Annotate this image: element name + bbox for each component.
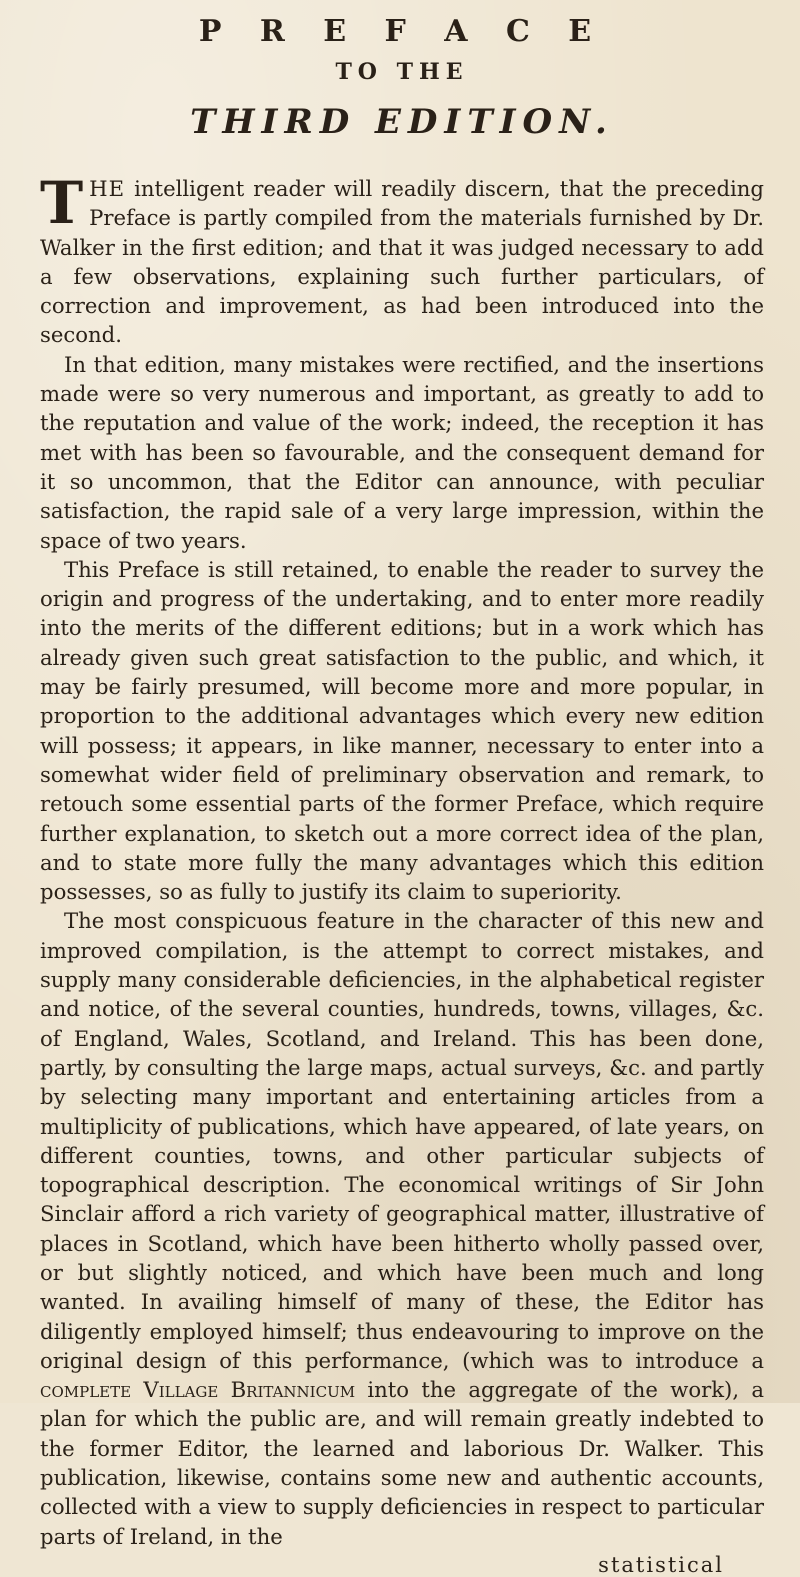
drop-cap: T: [40, 169, 84, 237]
britannicum-word: Britannicum: [230, 1377, 356, 1403]
paragraph-1-text: intelligent reader will readily discern, that the preceding Preface is partly compiled from the materials furnished by Dr. Walker in the first edition; and that it was judged necessary to add a few observations, explaining such further particulars, of correction and improvement, as had been introduced into the second.: [40, 176, 764, 348]
complete-word: complete: [40, 1377, 132, 1403]
preface-body: [40, 169, 764, 1551]
paragraph-1: [40, 169, 764, 350]
paragraph-4-text-after: into the aggregate of the work), a plan for which the public are, and will remain greatly indebted to the former Editor, the learned and laborious Dr. Walker. This publication, likewise, contains some new and authentic accounts, collected with a view to supply deficiencies in respect to particular parts of Ireland, in the: [40, 1377, 764, 1549]
paragraph-4: [40, 906, 764, 1551]
catchword: statistical: [598, 1552, 724, 1577]
paragraph-4-text-before: The most conspicuous feature in the character of this new and improved compilation, is the attempt to correct mistakes, and supply many considerable deficiencies, in the alphabetical register and notice, of the several counties, hundreds, towns, villages, &c. of England, Wales, Scotland, and Ireland. This has been done, partly, by consulting the large maps, actual surveys, &c. and partly by selecting many important and entertaining articles from a multiplicity of publications, which have appeared, of late years, on different counties, towns, and other particular subjects of topographical description. The economical writings of Sir John Sinclair afford a rich variety of geographical matter, illustrative of places in Scotland, which have been hitherto wholly passed over, or but slightly noticed, and which have been much and long wanted. In availing himself of many of these, the Editor has diligently employed himself; thus endeavouring to improve on the original design of this performance, (which was to introduce a: [40, 908, 764, 1373]
paragraph-2-text: In that edition, many mistakes were rectified, and the insertions made were so very numerous and important, as greatly to add to the reputation and value of the work; indeed, the reception it has met with has been so favourable, and the consequent demand for it so uncommon, that the Editor can announce, with peculiar satisfaction, the rapid sale of a very large impression, within the space of two years.: [40, 351, 764, 553]
page-subheading: TO THE: [335, 59, 469, 85]
paragraph-3: [40, 555, 764, 907]
page-heading: P R E F A C E: [198, 14, 606, 49]
edition-heading: THIRD EDITION.: [190, 102, 614, 142]
paragraph-3-text: This Preface is still retained, to enable the reader to survey the origin and progress of the undertaking, and to enter more readily into the merits of the different editions; but in a work which has already given such great satisfaction to the public, and which, it may be fairly presumed, will become more and more popular, in proportion to the additional advantages which every new edition will possess; it appears, in like manner, necessary to enter into a somewhat wider field of preliminary observation and remark, to retouch some essential parts of the former Preface, which require further explanation, to sketch out a more correct idea of the plan, and to state more fully the many advantages which this edition possesses, so as fully to justify its claim to superiority.: [40, 556, 764, 905]
paragraph-2: [40, 350, 764, 555]
first-word: HE: [89, 176, 126, 201]
village-word: Village: [143, 1377, 219, 1403]
